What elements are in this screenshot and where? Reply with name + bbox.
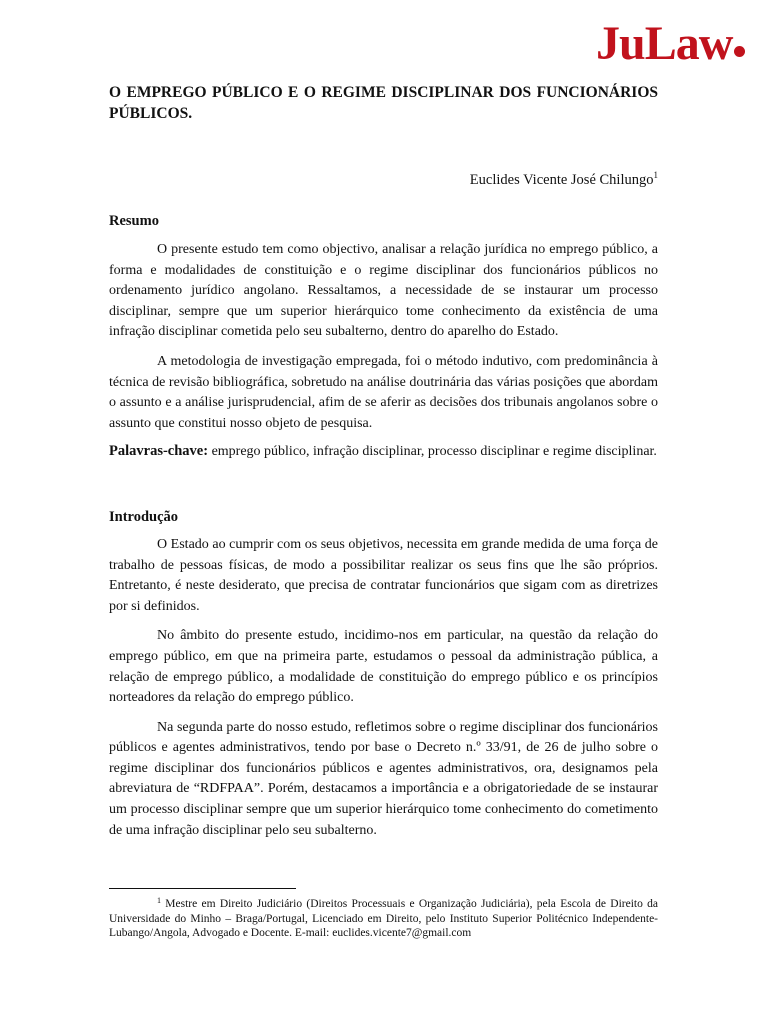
intro-paragraph-3: Na segunda parte do nosso estudo, refletimos sobre o regime disciplinar dos funcionários públicos e agentes administrativos, tendo por base o Decreto n.º 33/91, de 26 de julho sobre o regime disciplinar dos funcionários públicos e agentes administrativos, ora, designamos pela abreviatura de “RDFPAA”. Porém, destacamos a importância e a obrigatoriedade de se instaurar um processo disciplinar sempre que um superior hierárquico tome conhecimento do cometimento de uma infração disciplinar pelo seu subalterno. xyxy=(109,719,658,838)
julaw-logo xyxy=(596,16,754,72)
author-name: Euclides Vicente José Chilungo xyxy=(469,172,654,188)
author-line xyxy=(109,165,658,190)
intro-paragraph-2: No âmbito do presente estudo, incidimo-nos em particular, na questão da relação do emprego público, em que na primeira parte, estudamos o pessoal da administração pública, a relação de emprego público, a modalidade de constituição do emprego público e os princípios norteadores da relação do emprego público. xyxy=(109,628,658,706)
paper-body xyxy=(109,82,658,841)
footnote xyxy=(109,894,658,941)
author-footnote-mark[interactable]: 1 xyxy=(653,170,658,180)
footnote-divider xyxy=(109,888,296,889)
logo-dot-icon xyxy=(734,46,745,57)
resumo-paragraph-2: A metodologia de investigação empregada, foi o método indutivo, com predominância à técnica de revisão bibliográfica, sobretudo na análise doutrinária das várias posições que abordam o assunto e a análise jurisprudencial, afim de se aferir as decisões dos tribunais angolanos sobre o assunto que constitui nosso objeto de pesquisa. xyxy=(109,353,658,431)
resumo-paragraph-1: O presente estudo tem como objectivo, analisar a relação jurídica no emprego público, a forma e modalidades de constituição e o regime disciplinar dos funcionários públicos no ordenamento jurídico angolano. Ressaltamos, a necessidade de se instaurar um processo disciplinar, sempre que um superior hierárquico tome conhecimento da existência de uma infração disciplinar cometida pelo seu subalterno, dentro do aparelho do Estado. xyxy=(109,242,658,340)
keywords xyxy=(109,441,658,463)
introducao-heading: Introdução xyxy=(109,508,179,525)
logo-text: JuLaw xyxy=(596,17,733,70)
intro-paragraph-1: O Estado ao cumprir com os seus objetivos, necessita em grande medida de uma força de trabalho de pessoas físicas, de modo a possibilitar realizar os seus fins que lhe são próprios. Entretanto, é neste desiderato, que precisa de contratar funcionários que sigam com as diretrizes por si definidos. xyxy=(109,536,658,614)
footnote-text: Mestre em Direito Judiciário (Direitos Processuais e Organização Judiciária), pela Escola de Direito da Universidade do Minho – Braga/Portugal, Licenciado em Direito, pelo Instituto Superior Politécnico Independente- Lubango/Angola, Advogado e Docente. E-mail: euclides.vicente7@gmail.com xyxy=(109,898,658,940)
footnote-mark: 1 xyxy=(157,896,161,905)
keywords-text: emprego público, infração disciplinar, processo disciplinar e regime disciplinar. xyxy=(211,444,657,460)
resumo-heading: Resumo xyxy=(109,213,159,229)
paper-title: O EMPREGO PÚBLICO E O REGIME DISCIPLINAR DOS FUNCIONÁRIOS PÚBLICOS. xyxy=(109,84,658,122)
keywords-label: Palavras-chave: xyxy=(109,443,209,460)
